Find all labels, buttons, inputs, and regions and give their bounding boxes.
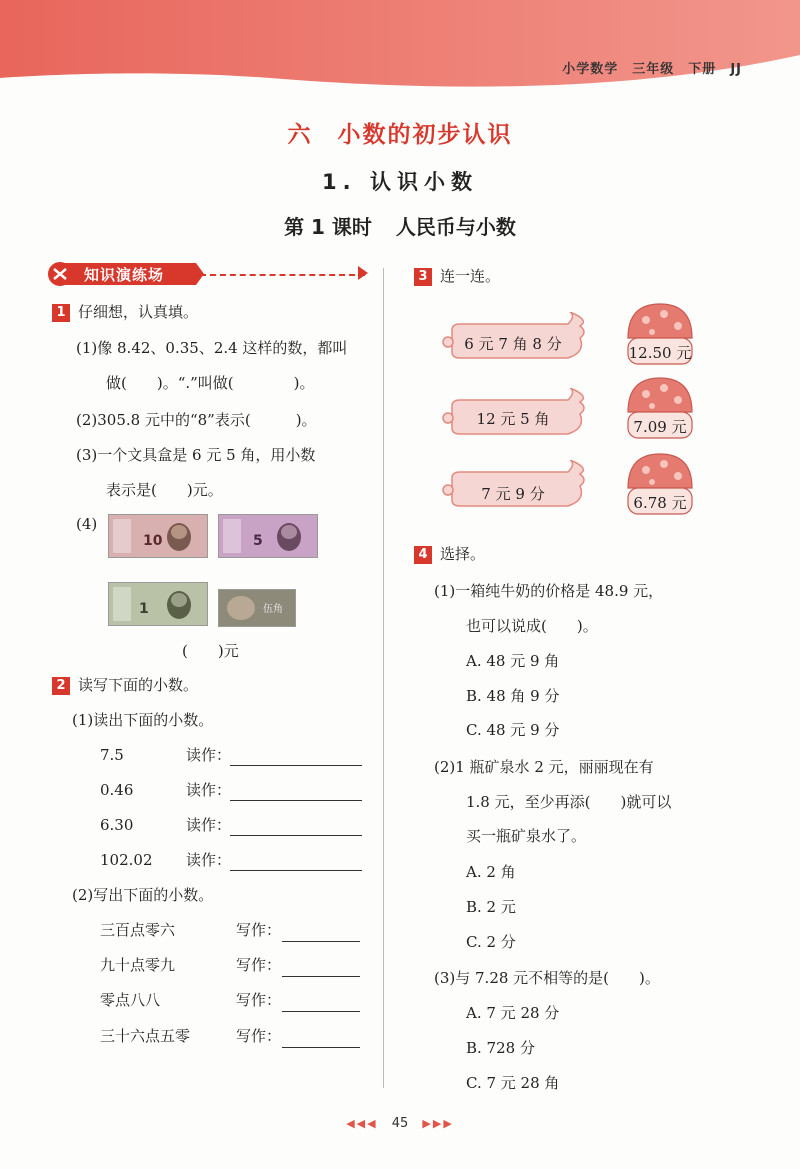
q1-title: 仔细想，认真填。	[78, 303, 199, 321]
read-answer-line[interactable]	[230, 870, 362, 871]
lesson-name: 人民币与小数	[395, 215, 516, 239]
arrow-right-icon	[358, 266, 368, 280]
write-label: 写作：	[236, 1027, 282, 1045]
q1-number: 1	[52, 304, 70, 322]
banknote-5-jiao	[218, 589, 296, 627]
arrows-right-icon: ▶▶▶	[422, 1117, 454, 1130]
q2-heading	[52, 675, 198, 695]
q2-part2: (2)写出下面的小数。	[72, 886, 214, 904]
rabbit-label: 7 元 9 分	[481, 485, 545, 503]
choice-option[interactable]: B. 728 分	[466, 1039, 535, 1057]
page-footer	[0, 1116, 800, 1131]
header-info	[548, 58, 742, 77]
write-answer-line[interactable]	[282, 1011, 360, 1012]
mushroom-label: 6.78 元	[633, 494, 687, 512]
choice-option[interactable]: A. 7 元 28 分	[466, 1004, 560, 1022]
choice-option[interactable]: C. 48 元 9 分	[466, 721, 560, 739]
lesson-number: 第 1 课时	[284, 215, 372, 239]
read-number: 7.5	[100, 746, 124, 764]
read-number: 0.46	[100, 781, 134, 799]
q4-s1-line2: 也可以说成( )。	[466, 617, 598, 635]
lesson-title	[0, 211, 800, 240]
write-words: 零点八八	[100, 991, 161, 1009]
read-number: 102.02	[100, 851, 153, 869]
q1-part3-line2: 表示是( )元。	[106, 481, 223, 499]
read-number: 6.30	[100, 816, 134, 834]
banknote-10-image	[109, 515, 207, 557]
mushroom-label: 7.09 元	[633, 418, 687, 436]
rabbit-label: 6 元 7 角 8 分	[464, 335, 562, 353]
q4-heading	[414, 544, 485, 564]
choice-option[interactable]: B. 2 元	[466, 898, 516, 916]
svg-text:10: 10	[143, 533, 163, 549]
q2-part1: (1)读出下面的小数。	[72, 711, 214, 729]
read-answer-line[interactable]	[230, 765, 362, 766]
read-label: 读作：	[186, 746, 232, 764]
write-answer-line[interactable]	[282, 941, 360, 942]
choice-option[interactable]: A. 2 角	[466, 863, 516, 881]
banknote-10-yuan	[108, 514, 208, 558]
banknote-1-image	[109, 583, 207, 625]
q1-part2: (2)305.8 元中的“8”表示( )。	[76, 411, 317, 429]
mushroom-label: 12.50 元	[628, 344, 692, 362]
q1-part4-answer: ( )元	[182, 642, 239, 660]
q4-s2-line3: 买一瓶矿泉水了。	[466, 827, 587, 845]
write-answer-line[interactable]	[282, 1047, 360, 1048]
svg-text:伍角: 伍角	[263, 604, 283, 615]
write-label: 写作：	[236, 921, 282, 939]
header-edition: JJ	[730, 62, 742, 77]
q1-part1-line1: (1)像 8.42、0.35、2.4 这样的数，都叫	[76, 339, 348, 357]
header-band	[0, 0, 800, 100]
q3-title: 连一连。	[440, 267, 501, 285]
q1-part4: (4)	[76, 515, 98, 533]
write-answer-line[interactable]	[282, 976, 360, 977]
rabbit-label: 12 元 5 角	[476, 410, 550, 428]
q2-number: 2	[52, 677, 70, 695]
write-words: 三百点零六	[100, 921, 176, 939]
choice-option[interactable]: C. 7 元 28 角	[466, 1074, 560, 1092]
q1-part1-line2: 做( )。“.”叫做( )。	[106, 374, 315, 392]
header-term: 下册	[688, 62, 717, 77]
read-answer-line[interactable]	[230, 800, 362, 801]
q1-part3-line1: (3)一个文具盒是 6 元 5 角，用小数	[76, 446, 316, 464]
banknote-1-yuan	[108, 582, 208, 626]
banknote-5-yuan	[218, 514, 318, 558]
q4-s1-line1: (1)一箱纯牛奶的价格是 48.9 元，	[434, 582, 664, 600]
banner-dashline	[200, 274, 365, 276]
banknote-5-image	[219, 515, 317, 557]
banknote-5jiao-image	[219, 590, 295, 626]
q4-number: 4	[414, 546, 432, 564]
write-words: 九十点零九	[100, 956, 176, 974]
section-title: 1. 认识小数	[322, 170, 478, 194]
write-label: 写作：	[236, 956, 282, 974]
read-label: 读作：	[186, 851, 232, 869]
choice-option[interactable]: B. 48 角 9 分	[466, 687, 560, 705]
q4-title: 选择。	[440, 545, 486, 563]
q3-heading	[414, 266, 500, 286]
header-subject: 小学数学	[562, 62, 619, 77]
svg-text:5: 5	[253, 533, 263, 549]
arrows-left-icon: ◀◀◀	[346, 1117, 378, 1130]
read-answer-line[interactable]	[230, 835, 362, 836]
unit-title: 六 小数的初步认识	[287, 122, 513, 148]
column-divider	[383, 268, 384, 1088]
q2-title: 读写下面的小数。	[78, 676, 199, 694]
q4-s2-line1: (2)1 瓶矿泉水 2 元，丽丽现在有	[434, 758, 654, 776]
choice-option[interactable]: C. 2 分	[466, 933, 516, 951]
q3-number: 3	[414, 268, 432, 286]
page-number: 45	[391, 1116, 409, 1131]
q1-heading	[52, 302, 198, 322]
write-words: 三十六点五零	[100, 1027, 191, 1045]
header-grade: 三年级	[632, 62, 675, 77]
q4-s3-line1: (3)与 7.28 元不相等的是( )。	[434, 969, 660, 987]
read-label: 读作：	[186, 816, 232, 834]
q4-s2-line2: 1.8 元，至少再添( )就可以	[466, 793, 672, 811]
read-label: 读作：	[186, 781, 232, 799]
banner-label: 知识演练场	[84, 266, 165, 284]
choice-option[interactable]: A. 48 元 9 角	[466, 652, 560, 670]
svg-text:1: 1	[139, 601, 149, 617]
write-label: 写作：	[236, 991, 282, 1009]
